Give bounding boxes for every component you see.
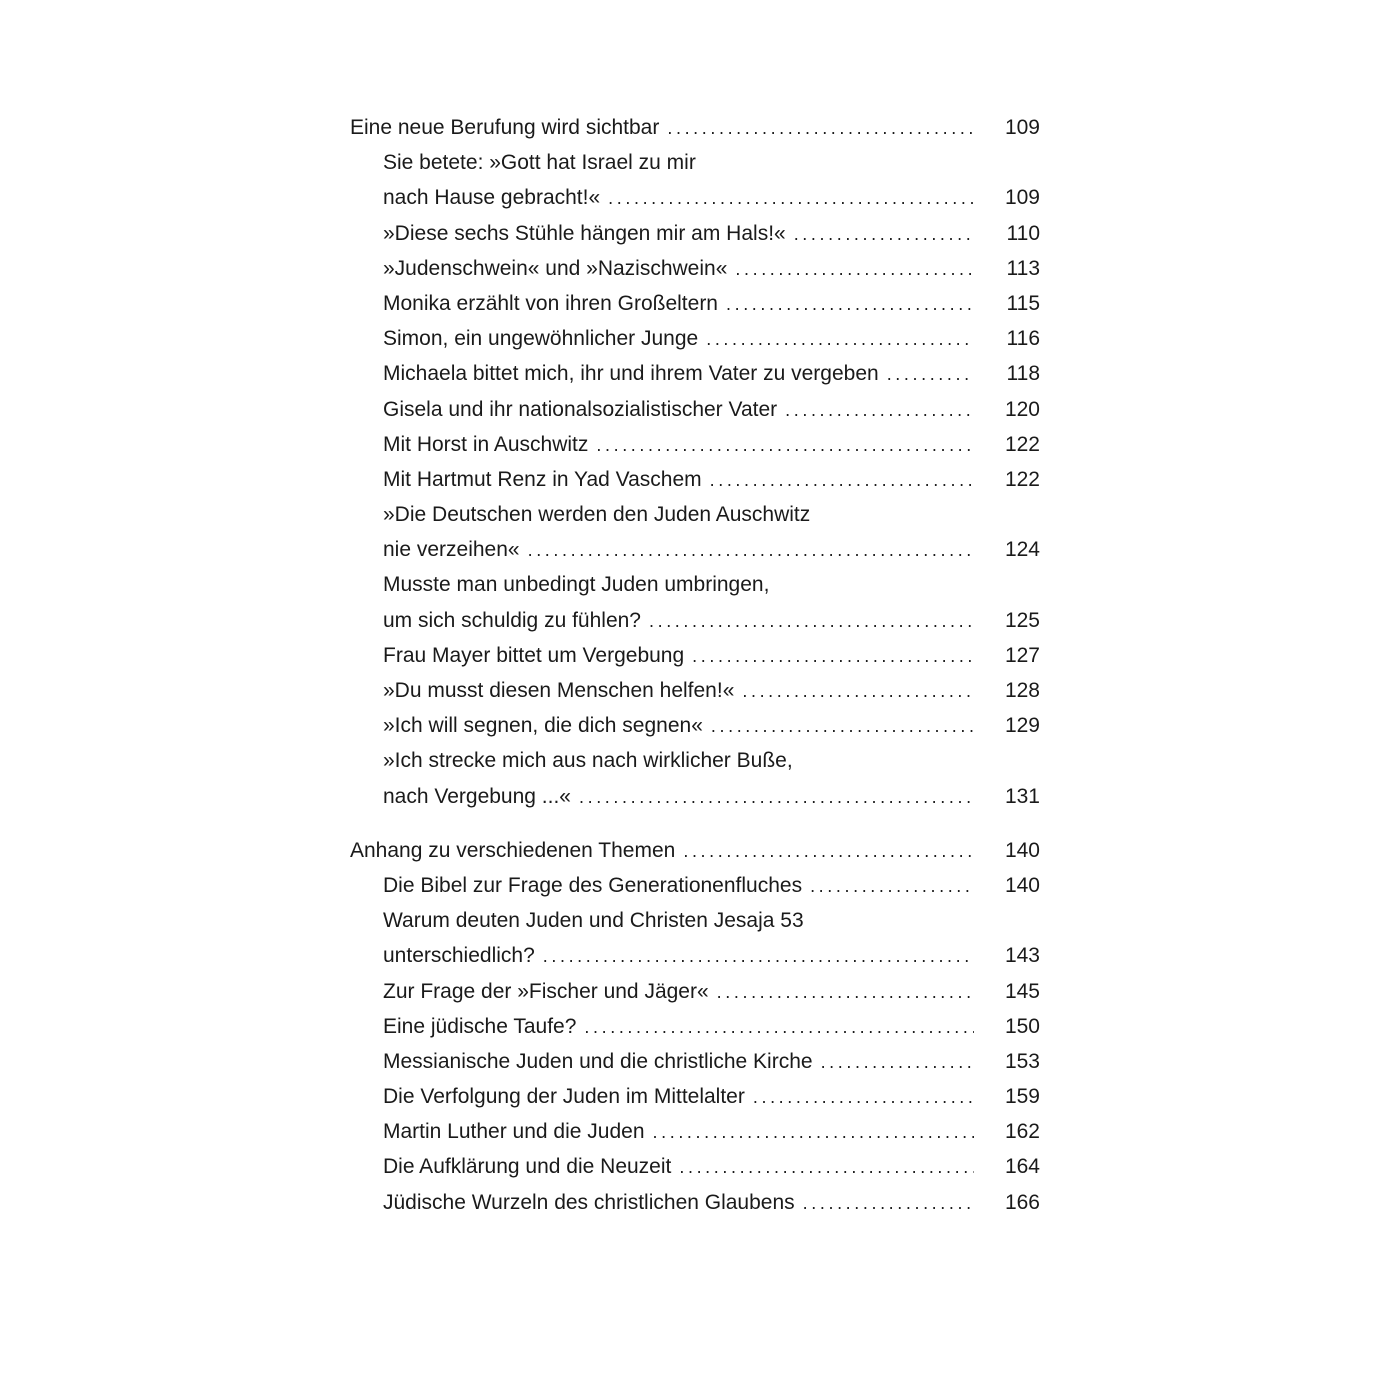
toc-entry xyxy=(350,1044,1040,1079)
dot-leader xyxy=(579,780,974,815)
toc-title: Jüdische Wurzeln des christlichen Glaubens xyxy=(383,1190,795,1214)
toc-entry xyxy=(350,286,1040,321)
page-number: 164 xyxy=(1004,1155,1040,1179)
toc-entry xyxy=(350,392,1040,427)
toc-title: Die Verfolgung der Juden im Mittelalter xyxy=(383,1085,745,1109)
toc-section-heading xyxy=(350,110,1040,145)
toc-entry xyxy=(350,1149,1040,1184)
dot-leader xyxy=(683,834,974,869)
toc-entry xyxy=(350,427,1040,462)
dot-leader xyxy=(667,111,974,146)
dot-leader xyxy=(803,1186,974,1221)
toc-title: Frau Mayer bittet um Vergebung xyxy=(383,643,685,667)
toc-title: Simon, ein ungewöhnlicher Junge xyxy=(383,327,699,351)
toc-title: Zur Frage der »Fischer und Jäger« xyxy=(383,979,709,1003)
toc-entry xyxy=(350,974,1040,1009)
toc-entry-line xyxy=(350,286,1040,321)
toc-entry-line xyxy=(350,462,1040,497)
dot-leader xyxy=(742,674,974,709)
page-number: 109 xyxy=(1004,186,1040,210)
toc-entry-line xyxy=(350,603,1040,638)
toc-title: nie verzeihen« xyxy=(383,538,520,562)
page-number: 159 xyxy=(1004,1085,1040,1109)
page-number: 166 xyxy=(1004,1190,1040,1214)
page-number: 128 xyxy=(1004,679,1040,702)
toc-title: Messianische Juden und die christliche Kirche xyxy=(383,1049,813,1073)
page-number: 153 xyxy=(1004,1049,1040,1073)
toc-entry xyxy=(350,743,1040,813)
toc-title: »Judenschwein« und »Nazischwein« xyxy=(383,256,728,280)
dot-leader xyxy=(753,1080,974,1115)
page-number: 110 xyxy=(1006,221,1040,245)
page-number: 116 xyxy=(1006,327,1040,351)
toc-entry xyxy=(350,638,1040,673)
toc-entry-title-line: »Die Deutschen werden den Juden Auschwitz xyxy=(383,503,811,527)
toc-entry-line xyxy=(350,1149,1040,1184)
toc-entry xyxy=(350,356,1040,391)
page-number: 129 xyxy=(1004,714,1040,738)
page-number: 162 xyxy=(1004,1120,1040,1144)
page-number: 113 xyxy=(1006,256,1040,280)
toc-entry-line xyxy=(350,180,1040,215)
dot-leader xyxy=(711,709,974,744)
toc-title: Monika erzählt von ihren Großeltern xyxy=(383,291,718,315)
toc-title: Eine jüdische Taufe? xyxy=(383,1014,577,1038)
toc-entry-line xyxy=(350,251,1040,286)
toc-entry-line xyxy=(350,427,1040,462)
toc-title: Die Aufklärung und die Neuzeit xyxy=(383,1155,672,1179)
page-number: 118 xyxy=(1006,362,1040,386)
page-number: 150 xyxy=(1004,1014,1040,1038)
toc-entry-line xyxy=(350,673,1040,708)
toc-title: Anhang zu verschiedenen Themen xyxy=(350,838,676,862)
toc-entry-line xyxy=(350,356,1040,391)
page-number: 131 xyxy=(1004,784,1040,808)
toc-title: um sich schuldig zu fühlen? xyxy=(383,608,641,632)
toc-title: Die Bibel zur Frage des Generationenfluches xyxy=(383,873,803,897)
toc-entry-line xyxy=(350,638,1040,673)
toc-entry-line xyxy=(350,1009,1040,1044)
toc-entry-line xyxy=(350,392,1040,427)
dot-leader xyxy=(785,393,974,428)
toc-entry xyxy=(350,462,1040,497)
page-number: 127 xyxy=(1004,643,1040,667)
toc-section xyxy=(350,833,1040,1220)
toc-title: »Ich will segnen, die dich segnen« xyxy=(383,714,703,738)
toc-title: Michaela bittet mich, ihr und ihrem Vater zu vergeben xyxy=(383,362,879,386)
dot-leader xyxy=(810,869,974,904)
table-of-contents xyxy=(350,110,1040,1220)
dot-leader xyxy=(726,287,974,322)
dot-leader xyxy=(887,357,974,392)
toc-entry xyxy=(350,567,1040,637)
toc-entry-line xyxy=(350,216,1040,251)
toc-entry-line xyxy=(350,779,1040,814)
page-number: 122 xyxy=(1004,432,1040,456)
toc-title: Mit Horst in Auschwitz xyxy=(383,432,589,456)
toc-title: Gisela und ihr nationalsozialistischer Vater xyxy=(383,397,778,421)
toc-entry-line xyxy=(350,1044,1040,1079)
toc-entry-line xyxy=(350,868,1040,903)
page-number: 120 xyxy=(1004,397,1040,421)
dot-leader xyxy=(692,639,974,674)
toc-entry xyxy=(350,708,1040,743)
toc-title: »Diese sechs Stühle hängen mir am Hals!« xyxy=(383,221,786,245)
toc-section xyxy=(350,110,1040,814)
dot-leader xyxy=(584,1010,974,1045)
toc-entry-line xyxy=(350,321,1040,356)
toc-section-heading xyxy=(350,833,1040,868)
toc-entry xyxy=(350,216,1040,251)
toc-entry-title-line: Sie betete: »Gott hat Israel zu mir xyxy=(383,151,696,175)
toc-entry-line xyxy=(350,532,1040,567)
toc-title: unterschiedlich? xyxy=(383,944,535,968)
toc-entry xyxy=(350,1185,1040,1220)
toc-entry xyxy=(350,321,1040,356)
toc-entry-title-line: Warum deuten Juden und Christen Jesaja 53 xyxy=(383,909,804,933)
toc-entry-title-line: »Ich strecke mich aus nach wirklicher Buße, xyxy=(383,749,793,773)
toc-entry-line xyxy=(350,1079,1040,1114)
toc-entry xyxy=(350,868,1040,903)
page-number: 122 xyxy=(1004,467,1040,491)
toc-title: nach Vergebung ...« xyxy=(383,784,571,808)
dot-leader xyxy=(717,975,974,1010)
dot-leader xyxy=(596,428,974,463)
page-number: 145 xyxy=(1004,979,1040,1003)
page-number: 125 xyxy=(1004,608,1040,632)
toc-title: nach Hause gebracht!« xyxy=(383,186,601,210)
dot-leader xyxy=(710,463,974,498)
dot-leader xyxy=(653,1115,974,1150)
dot-leader xyxy=(543,939,974,974)
dot-leader xyxy=(706,322,974,357)
toc-entry xyxy=(350,903,1040,973)
toc-entry-line xyxy=(350,1114,1040,1149)
page-number: 140 xyxy=(1004,873,1040,897)
page-number: 115 xyxy=(1006,291,1040,315)
toc-title: Martin Luther und die Juden xyxy=(383,1120,645,1144)
toc-entry xyxy=(350,1114,1040,1149)
dot-leader xyxy=(649,604,974,639)
toc-entry xyxy=(350,251,1040,286)
page-number: 124 xyxy=(1004,538,1040,562)
toc-entry xyxy=(350,1079,1040,1114)
dot-leader xyxy=(821,1045,974,1080)
toc-entry xyxy=(350,1009,1040,1044)
page-number: 143 xyxy=(1004,944,1040,968)
toc-entry-line xyxy=(350,974,1040,1009)
dot-leader xyxy=(679,1150,974,1185)
toc-title: Eine neue Berufung wird sichtbar xyxy=(350,116,660,139)
toc-entry-title-line: Musste man unbedingt Juden umbringen, xyxy=(383,573,770,597)
toc-entry-line xyxy=(350,1185,1040,1220)
toc-title: Mit Hartmut Renz in Yad Vaschem xyxy=(383,467,702,491)
page-number: 109 xyxy=(1004,116,1040,139)
dot-leader xyxy=(528,533,974,568)
dot-leader xyxy=(794,217,974,252)
toc-title: »Du musst diesen Menschen helfen!« xyxy=(383,679,735,702)
toc-entry-line xyxy=(350,938,1040,973)
dot-leader xyxy=(608,181,974,216)
toc-entry-line xyxy=(350,708,1040,743)
toc-entry xyxy=(350,673,1040,708)
dot-leader xyxy=(735,252,974,287)
page-number: 140 xyxy=(1004,838,1040,862)
toc-entry xyxy=(350,497,1040,567)
toc-entry xyxy=(350,145,1040,215)
